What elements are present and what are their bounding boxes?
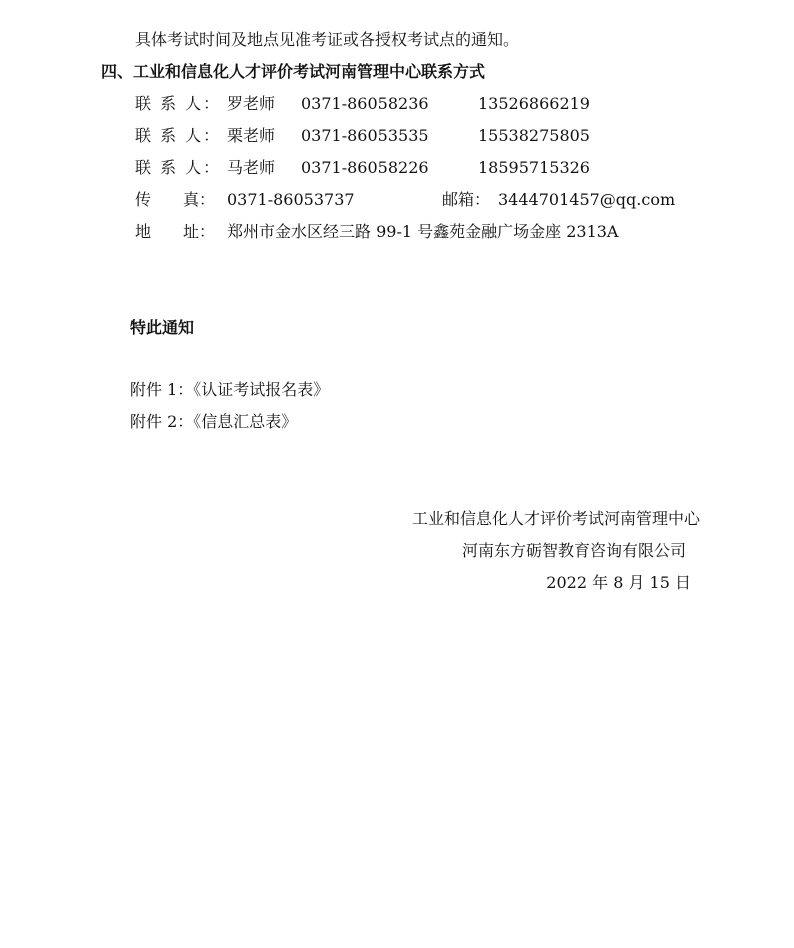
contact-name: 栗老师 <box>227 126 276 145</box>
fax-value: 0371-86053737 <box>227 190 355 209</box>
contact-phone: 0371-86058236 <box>301 94 429 113</box>
signature-org-2: 河南东方砺智教育咨询有限公司 <box>461 541 686 560</box>
contact-phone: 0371-86053535 <box>301 126 429 145</box>
contact-label: 联 系 人： <box>135 94 222 113</box>
contact-name: 马老师 <box>227 158 276 177</box>
contact-mobile: 18595715326 <box>478 158 590 177</box>
email-value: 3444701457@qq.com <box>498 190 676 209</box>
contact-phone: 0371-86058226 <box>301 158 429 177</box>
address-label: 地 址： <box>135 222 216 241</box>
attachment-item: 附件 1：《认证考试报名表》 <box>130 380 330 399</box>
signature-date: 2022 年 8 月 15 日 <box>546 573 691 592</box>
notice-text: 特此通知 <box>130 318 195 337</box>
contact-label: 联 系 人： <box>135 126 222 145</box>
address-value: 郑州市金水区经三路 99-1 号鑫苑金融广场金座 2313A <box>227 222 619 241</box>
contact-label: 联 系 人： <box>135 158 222 177</box>
email-label: 邮箱： <box>442 190 491 209</box>
intro-line: 具体考试时间及地点见准考证或各授权考试点的通知。 <box>135 30 520 49</box>
fax-label: 传 真： <box>135 190 216 209</box>
contact-mobile: 15538275805 <box>478 126 590 145</box>
contact-name: 罗老师 <box>227 94 276 113</box>
attachment-item: 附件 2：《信息汇总表》 <box>130 412 298 431</box>
signature-org-1: 工业和信息化人才评价考试河南管理中心 <box>411 509 700 528</box>
contact-mobile: 13526866219 <box>478 94 590 113</box>
section-heading: 四、工业和信息化人才评价考试河南管理中心联系方式 <box>101 62 486 81</box>
